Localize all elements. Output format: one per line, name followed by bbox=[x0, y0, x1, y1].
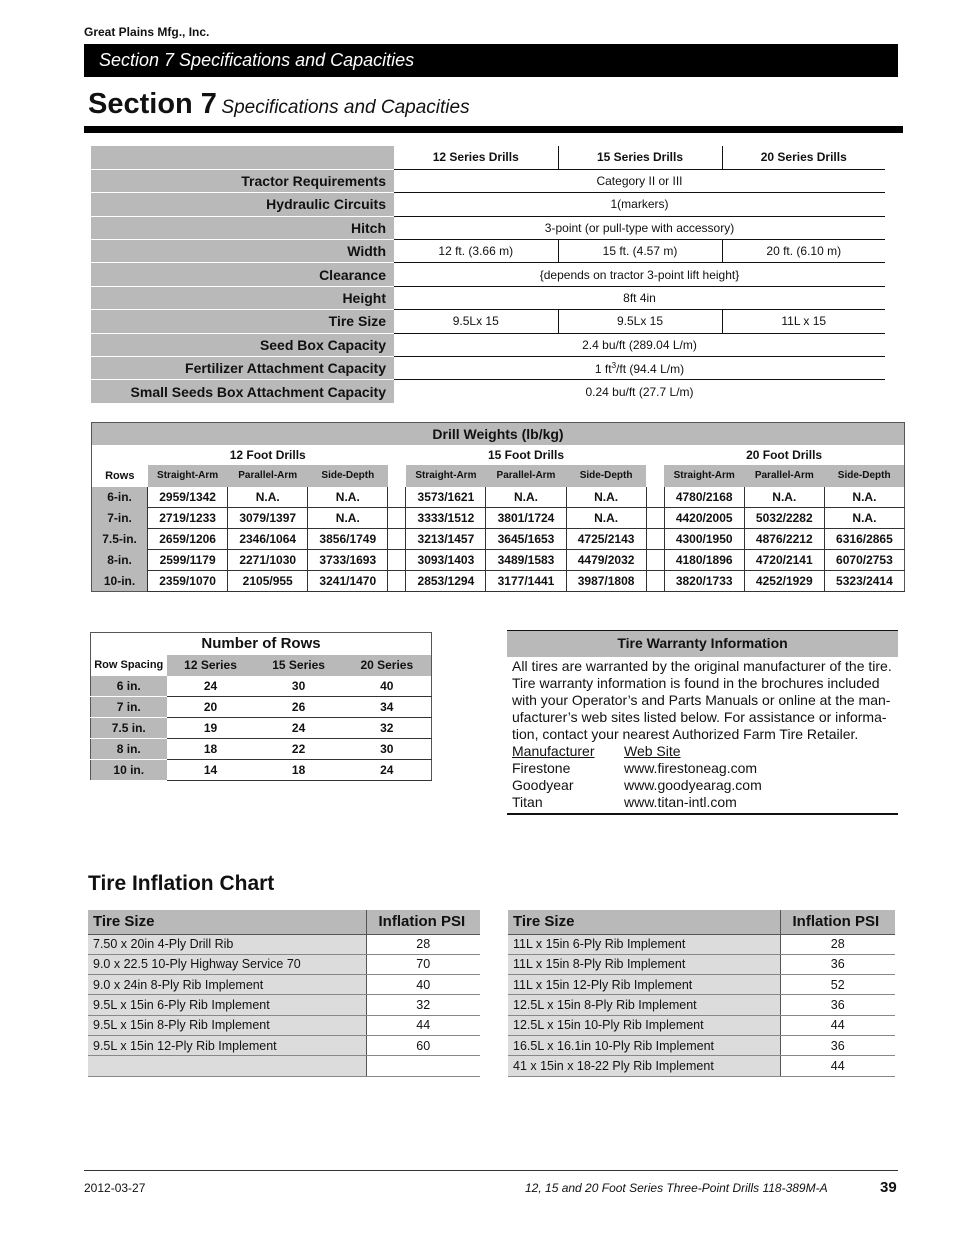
table-row bbox=[508, 1056, 895, 1076]
title-rule bbox=[84, 126, 903, 133]
psi-cell: 70 bbox=[366, 954, 480, 974]
table-row bbox=[508, 954, 895, 974]
weight-cell: N.A. bbox=[486, 487, 566, 508]
table-row bbox=[508, 1015, 895, 1035]
psi-cell: 52 bbox=[780, 975, 895, 995]
weight-cell: 2959/1342 bbox=[148, 487, 228, 508]
manufacturer-name: Titan bbox=[512, 794, 543, 810]
rows-col-header: 12 Series bbox=[167, 655, 255, 676]
table-row bbox=[508, 1035, 895, 1055]
tire-size-cell bbox=[88, 1056, 366, 1076]
weight-cell: N.A. bbox=[566, 487, 646, 508]
weight-cell: 2105/955 bbox=[228, 571, 308, 592]
weights-subheader: Side-Depth bbox=[308, 465, 388, 487]
warranty-line: tion, contact your nearest Authorized Farm Tire Retailer. bbox=[512, 726, 859, 742]
spec-label: Small Seeds Box Attachment Capacity bbox=[91, 380, 394, 403]
rows-table-title: Number of Rows bbox=[201, 635, 321, 653]
manufacturer-header: Manufacturer bbox=[512, 743, 595, 759]
spec-value: 3-point (or pull-type with accessory) bbox=[394, 216, 885, 239]
weight-cell: N.A. bbox=[744, 487, 824, 508]
row-label: 6 in. bbox=[91, 676, 167, 697]
weight-cell: 5323/2414 bbox=[824, 571, 904, 592]
spec-value: 1(markers) bbox=[394, 193, 885, 216]
inflation-table-left bbox=[88, 910, 480, 1077]
spec-label: Clearance bbox=[91, 263, 394, 286]
spec-value: 2.4 bu/ft (289.04 L/m) bbox=[394, 333, 885, 356]
rows-cell: 24 bbox=[255, 718, 343, 739]
manufacturer-name: Goodyear bbox=[512, 777, 574, 793]
spec-col-header: 20 Series Drills bbox=[722, 146, 885, 169]
tire-size-cell: 11L x 15in 6-Ply Rib Implement bbox=[508, 934, 780, 954]
weight-cell: N.A. bbox=[228, 487, 308, 508]
weight-cell: 3856/1749 bbox=[308, 529, 388, 550]
row-label: 10-in. bbox=[92, 571, 148, 592]
spec-table bbox=[91, 146, 885, 403]
spec-col-header: 15 Series Drills bbox=[558, 146, 722, 169]
table-row bbox=[91, 718, 432, 739]
list-item bbox=[512, 777, 893, 794]
title-main: Section 7 bbox=[88, 88, 217, 120]
footer-date: 2012-03-27 bbox=[84, 1181, 146, 1195]
weight-cell: N.A. bbox=[308, 508, 388, 529]
table-row bbox=[91, 739, 432, 760]
rows-cell: 30 bbox=[255, 676, 343, 697]
rows-cell: 18 bbox=[255, 760, 343, 781]
weight-cell: 4420/2005 bbox=[664, 508, 744, 529]
spec-value: 20 ft. (6.10 m) bbox=[722, 240, 885, 263]
list-item bbox=[512, 760, 893, 777]
table-row bbox=[88, 1056, 480, 1076]
inflation-table-right bbox=[508, 910, 895, 1077]
tire-size-cell: 11L x 15in 8-Ply Rib Implement bbox=[508, 954, 780, 974]
psi-header: Inflation PSI bbox=[780, 910, 895, 934]
spec-value: 9.5Lx 15 bbox=[558, 310, 722, 333]
psi-cell: 36 bbox=[780, 995, 895, 1015]
weight-cell: 3333/1512 bbox=[406, 508, 486, 529]
weight-cell: N.A. bbox=[824, 487, 904, 508]
weight-cell: 3177/1441 bbox=[486, 571, 566, 592]
table-row bbox=[92, 550, 905, 571]
warranty-line: with your Operator’s and Parts Manuals or online at the man- bbox=[512, 692, 891, 708]
weight-cell: 2359/1070 bbox=[148, 571, 228, 592]
table-row bbox=[88, 975, 480, 995]
row-label: 7 in. bbox=[91, 697, 167, 718]
table-row bbox=[88, 934, 480, 954]
weight-cell: 2853/1294 bbox=[406, 571, 486, 592]
tire-size-cell: 12.5L x 15in 8-Ply Rib Implement bbox=[508, 995, 780, 1015]
table-row bbox=[88, 954, 480, 974]
psi-cell: 60 bbox=[366, 1035, 480, 1055]
psi-cell bbox=[366, 1056, 480, 1076]
table-row bbox=[92, 571, 905, 592]
tire-size-cell: 9.5L x 15in 12-Ply Rib Implement bbox=[88, 1035, 366, 1055]
page-title bbox=[88, 88, 470, 121]
rows-cell: 26 bbox=[255, 697, 343, 718]
weight-cell: 3489/1583 bbox=[486, 550, 566, 571]
page-number: 39 bbox=[880, 1179, 897, 1196]
psi-cell: 32 bbox=[366, 995, 480, 1015]
footer-doc-title: 12, 15 and 20 Foot Series Three-Point Drills 118-389M-A bbox=[525, 1181, 828, 1195]
footer-rule bbox=[84, 1170, 898, 1171]
rows-header: Rows bbox=[105, 469, 135, 482]
weight-cell: 2271/1030 bbox=[228, 550, 308, 571]
row-label: 7-in. bbox=[92, 508, 148, 529]
weight-cell: 4780/2168 bbox=[664, 487, 744, 508]
weight-cell: 6316/2865 bbox=[824, 529, 904, 550]
tire-size-cell: 16.5L x 16.1in 10-Ply Rib Implement bbox=[508, 1035, 780, 1055]
spec-value: 8ft 4in bbox=[394, 286, 885, 309]
tire-size-cell: 9.0 x 24in 8-Ply Rib Implement bbox=[88, 975, 366, 995]
weights-subheader: Parallel-Arm bbox=[744, 465, 824, 487]
spec-label: Hitch bbox=[91, 216, 394, 239]
warranty-title: Tire Warranty Information bbox=[507, 630, 898, 657]
weight-cell: 6070/2753 bbox=[824, 550, 904, 571]
psi-header: Inflation PSI bbox=[366, 910, 480, 934]
table-row bbox=[508, 995, 895, 1015]
weight-cell: 3801/1724 bbox=[486, 508, 566, 529]
psi-cell: 28 bbox=[366, 934, 480, 954]
weights-subheader: Side-Depth bbox=[824, 465, 904, 487]
spec-value: 15 ft. (4.57 m) bbox=[558, 240, 722, 263]
rows-col-header: 15 Series bbox=[255, 655, 343, 676]
row-spacing-header: Row Spacing bbox=[91, 655, 167, 676]
spec-label: Tractor Requirements bbox=[91, 169, 394, 192]
psi-cell: 36 bbox=[780, 954, 895, 974]
weights-title: Drill Weights (lb/kg) bbox=[92, 423, 905, 445]
weight-cell: N.A. bbox=[566, 508, 646, 529]
rows-cell: 20 bbox=[167, 697, 255, 718]
weights-group: 12 Foot Drills bbox=[229, 447, 306, 462]
tire-size-cell: 12.5L x 15in 10-Ply Rib Implement bbox=[508, 1015, 780, 1035]
row-label: 7.5-in. bbox=[92, 529, 148, 550]
row-label: 10 in. bbox=[91, 760, 167, 781]
manufacturer-site: www.goodyearag.com bbox=[624, 777, 762, 793]
weights-subheader: Straight-Arm bbox=[406, 465, 486, 487]
title-sub: Specifications and Capacities bbox=[221, 97, 470, 118]
spec-label: Hydraulic Circuits bbox=[91, 193, 394, 216]
weight-cell: 4720/2141 bbox=[744, 550, 824, 571]
weights-subheader: Straight-Arm bbox=[664, 465, 744, 487]
rows-cell: 40 bbox=[343, 676, 432, 697]
weight-cell: 4479/2032 bbox=[566, 550, 646, 571]
rows-cell: 32 bbox=[343, 718, 432, 739]
weight-cell: 4725/2143 bbox=[566, 529, 646, 550]
tire-size-cell: 7.50 x 20in 4-Ply Drill Rib bbox=[88, 934, 366, 954]
manufacturer-list bbox=[507, 743, 898, 815]
rows-cell: 30 bbox=[343, 739, 432, 760]
spec-label: Tire Size bbox=[91, 310, 394, 333]
spec-label: Width bbox=[91, 240, 394, 263]
spec-value: {depends on tractor 3-point lift height} bbox=[394, 263, 885, 286]
table-row bbox=[88, 995, 480, 1015]
weight-cell: 2346/1064 bbox=[228, 529, 308, 550]
manufacturer-site: www.titan-intl.com bbox=[624, 794, 737, 810]
table-row bbox=[92, 508, 905, 529]
table-row bbox=[91, 697, 432, 718]
weights-group: 20 Foot Drills bbox=[746, 447, 823, 462]
spec-label: Seed Box Capacity bbox=[91, 333, 394, 356]
weight-cell: 3213/1457 bbox=[406, 529, 486, 550]
spec-value: 11L x 15 bbox=[722, 310, 885, 333]
weight-cell: 2659/1206 bbox=[148, 529, 228, 550]
weight-cell: N.A. bbox=[824, 508, 904, 529]
row-label: 7.5 in. bbox=[91, 718, 167, 739]
warranty-text bbox=[507, 657, 898, 743]
table-row bbox=[508, 934, 895, 954]
row-label: 6-in. bbox=[92, 487, 148, 508]
rows-cell: 22 bbox=[255, 739, 343, 760]
manufacturer-name: Firestone bbox=[512, 760, 571, 776]
weight-cell: 3820/1733 bbox=[664, 571, 744, 592]
section-banner: Section 7 Specifications and Capacities bbox=[84, 44, 898, 77]
table-row bbox=[92, 529, 905, 550]
psi-cell: 28 bbox=[780, 934, 895, 954]
tire-size-header: Tire Size bbox=[508, 910, 780, 934]
psi-cell: 36 bbox=[780, 1035, 895, 1055]
weight-cell: 2599/1179 bbox=[148, 550, 228, 571]
table-row bbox=[92, 487, 905, 508]
tire-size-cell: 9.0 x 22.5 10-Ply Highway Service 70 bbox=[88, 954, 366, 974]
spec-col-header: 12 Series Drills bbox=[394, 146, 558, 169]
website-header: Web Site bbox=[624, 743, 681, 759]
tire-size-header: Tire Size bbox=[88, 910, 366, 934]
spec-label: Fertilizer Attachment Capacity bbox=[91, 357, 394, 380]
table-row bbox=[91, 760, 432, 781]
manufacturer-site: www.firestoneag.com bbox=[624, 760, 758, 776]
weight-cell: 3573/1621 bbox=[406, 487, 486, 508]
rows-cell: 34 bbox=[343, 697, 432, 718]
spec-value: 9.5Lx 15 bbox=[394, 310, 558, 333]
spec-value: 12 ft. (3.66 m) bbox=[394, 240, 558, 263]
weight-cell: 3079/1397 bbox=[228, 508, 308, 529]
rows-cell: 18 bbox=[167, 739, 255, 760]
table-row bbox=[88, 1015, 480, 1035]
weight-cell: 4300/1950 bbox=[664, 529, 744, 550]
psi-cell: 40 bbox=[366, 975, 480, 995]
psi-cell: 44 bbox=[366, 1015, 480, 1035]
spec-value: 0.24 bu/ft (27.7 L/m) bbox=[585, 384, 694, 399]
weights-group: 15 Foot Drills bbox=[487, 447, 564, 462]
rows-cell: 14 bbox=[167, 760, 255, 781]
drill-weights-table bbox=[91, 422, 905, 592]
weight-cell: 3093/1403 bbox=[406, 550, 486, 571]
spec-label: Height bbox=[91, 286, 394, 309]
warranty-line: ufacturer’s web sites listed below. For assistance or informa- bbox=[512, 709, 887, 725]
weight-cell: 2719/1233 bbox=[148, 508, 228, 529]
rows-cell: 24 bbox=[167, 676, 255, 697]
weight-cell: 5032/2282 bbox=[744, 508, 824, 529]
weight-cell: 3241/1470 bbox=[308, 571, 388, 592]
weight-cell: N.A. bbox=[308, 487, 388, 508]
spec-value: Category II or III bbox=[394, 169, 885, 192]
weights-subheader: Parallel-Arm bbox=[486, 465, 566, 487]
tire-warranty-box bbox=[507, 630, 898, 815]
weights-subheader: Side-Depth bbox=[566, 465, 646, 487]
table-row bbox=[508, 975, 895, 995]
weights-subheader: Straight-Arm bbox=[148, 465, 228, 487]
inflation-chart-title: Tire Inflation Chart bbox=[88, 872, 275, 895]
list-item bbox=[512, 794, 893, 811]
rows-col-header: 20 Series bbox=[343, 655, 432, 676]
weight-cell: 4252/1929 bbox=[744, 571, 824, 592]
row-label: 8 in. bbox=[91, 739, 167, 760]
psi-cell: 44 bbox=[780, 1015, 895, 1035]
weight-cell: 3733/1693 bbox=[308, 550, 388, 571]
row-label: 8-in. bbox=[92, 550, 148, 571]
tire-size-cell: 11L x 15in 12-Ply Rib Implement bbox=[508, 975, 780, 995]
company-name: Great Plains Mfg., Inc. bbox=[84, 25, 210, 39]
psi-cell: 44 bbox=[780, 1056, 895, 1076]
weights-subheader: Parallel-Arm bbox=[228, 465, 308, 487]
weight-cell: 3645/1653 bbox=[486, 529, 566, 550]
tire-size-cell: 41 x 15in x 18-22 Ply Rib Implement bbox=[508, 1056, 780, 1076]
rows-cell: 24 bbox=[343, 760, 432, 781]
weight-cell: 4180/1896 bbox=[664, 550, 744, 571]
weight-cell: 4876/2212 bbox=[744, 529, 824, 550]
rows-cell: 19 bbox=[167, 718, 255, 739]
tire-size-cell: 9.5L x 15in 8-Ply Rib Implement bbox=[88, 1015, 366, 1035]
spec-value: 1 $ft^3/ft$ (94.4 L/m) bbox=[394, 357, 885, 380]
warranty-line: Tire warranty information is found in the brochures included bbox=[512, 675, 880, 691]
number-of-rows-table bbox=[90, 632, 432, 781]
table-row bbox=[88, 1035, 480, 1055]
tire-size-cell: 9.5L x 15in 6-Ply Rib Implement bbox=[88, 995, 366, 1015]
table-row bbox=[91, 676, 432, 697]
warranty-line: All tires are warranted by the original manufacturer of the tire. bbox=[512, 658, 892, 674]
weight-cell: 3987/1808 bbox=[566, 571, 646, 592]
